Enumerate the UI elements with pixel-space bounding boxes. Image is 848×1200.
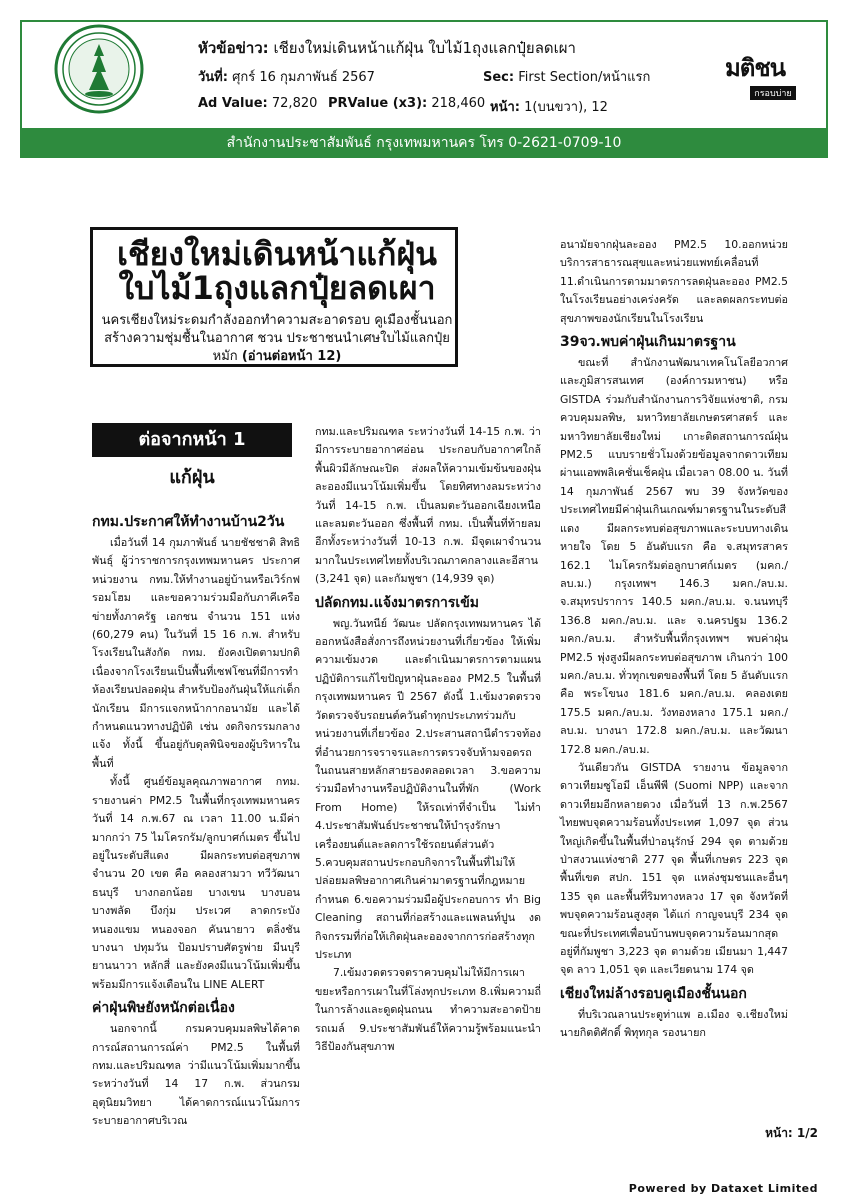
headline-subtitle — [101, 312, 453, 366]
column-1-paragraph-3: นอกจากนี้ กรมควบคุมมลพิษได้คาดการณ์สถานการณ์ค่า PM2.5 ในพื้นที่ กทม.และปริมณฑล ว่ามีแนวโน้มเพิ่มมากขึ้นระหว่างวันที่ 14 17 ก.พ. ส่วนกรมอุตุนิยมวิทยา ได้คาดการณ์แนวโน้มการระบายอากาศบริเวณ — [92, 1022, 300, 1128]
sec-value: First Section/หน้าแรก — [518, 70, 651, 85]
publication-edition: กรอบบ่าย — [750, 86, 795, 100]
pr-label: PRValue (x3): — [328, 96, 428, 111]
column-3-paragraph-3: วันเดียวกัน GISTDA รายงาน ข้อมูลจากดาวเทียมซูโอมี เอ็นพีพี (Suomi NPP) และจากดาวเทียมอีกหลายดวง เมื่อวันที่ 13 ก.พ.2567 ไทยพบจุดความร้อนทั้งประเทศ 1,097 จุด ส่วนใหญ่เกิดขึ้นในพื้นที่ป่าอนุรักษ์ 294 จุด ตามด้วยป่าสงวนแห่งชาติ 277 จุด พื้นที่เกษตร 223 จุด พื้นที่เขต สปก. 151 จุด แหล่งชุมชนและอื่นๆ 135 จุด และพื้นที่ริมทางหลวง 17 จุด จังหวัดที่พบจุดความร้อนสูงสุด ได้แก่ กาญจนบุรี 234 จุด ขณะที่ประเทศเพื่อนบ้านพบจุดความร้อนมากสุดอยู่ที่กัมพูชา 3,223 จุด ตามด้วย เมียนมา 1,447 จุด ลาว 1,051 จุด และเวียดนาม 174 จุด — [560, 760, 788, 977]
headline-label: หัวข้อข่าว: — [198, 39, 269, 57]
ad-label: Ad Value: — [198, 96, 268, 111]
column-3-paragraph-2: ขณะที่ สำนักงานพัฒนาเทคโนโลยีอวกาศและภูมิสารสนเทศ (องค์การมหาชน) หรือ GISTDA ร่วมกับสำนักงานการวิจัยแห่งชาติ, กรมควบคุมมลพิษ, มหาวิทยาลัยเกษตรศาสตร์ และมหาวิทยาลัยเชียงใหม่ เกาะติดสถานการณ์ฝุ่น PM2.5 แบบรายชั่วโมงด้วยข้อมูลจากดาวเทียมผ่านแอพพลิเคชั่นเช็คฝุ่น เมื่อเวลา 08.00 น. วันที่ 14 กุมภาพันธ์ 2567 พบ 39 จังหวัดของประเทศไทยมีค่าฝุ่นเกินเกณฑ์มาตรฐานในระดับสีแดง มีผลกระทบต่อสุขภาพและระบบทางเดินหายใจ โดย 5 อันดับแรก คือ จ.สมุทรสาคร 162.1 ไมโครกรัมต่อลูกบาศก์เมตร (มคก./ลบ.ม.) กรุงเทพฯ 146.3 มคก./ลบ.ม. จ.สมุทรปราการ 140.5 มคก./ลบ.ม. จ.นนทบุรี 136.8 มคก./ลบ.ม. และ จ.นครปฐม 136.2 มคก./ลบ.ม. สำหรับพื้นที่กรุงเทพฯ พบค่าฝุ่น PM2.5 พุ่งสูงมีผลกระทบต่อสุขภาพ เกินกว่า 100 มคก./ลบ.ม. ทั่วทุกเขตของพื้นที่ โดย 5 อันดับแรก คือ พระโขนง 181.6 มคก./ลบ.ม. คลองเตย 175.5 มคก./ลบ.ม. วังทองหลาง 175.1 มคก./ลบ.ม. บางนา 172.8 มคก./ลบ.ม. และวัฒนา 172.8 มคก./ลบ.ม. — [560, 356, 788, 756]
column-2-paragraph-3: 7.เข้มงวดตรวจตราควบคุมไม่ให้มีการเผาขยะหรือการเผาในที่โล่งทุกประเภท 8.เพิ่มความถี่ในการล้างและดูดฝุ่นถนน ทำความสะอาดป้ายรถเมล์ 9.ประชาสัมพันธ์ให้ความรู้พร้อมแนะนำวิธีป้องกันสุขภาพ — [315, 966, 541, 1053]
publication-name: มติชน — [724, 54, 786, 82]
column-1 — [92, 508, 300, 1131]
headline-value: เชียงใหม่เดินหน้าแก้ฝุ่น ใบไม้1ถุงแลกปุ๋ยลดเผา — [273, 39, 576, 57]
column-3-paragraph-4: ที่บริเวณลานประตูท่าแพ อ.เมือง จ.เชียงใหม่ นายกิตติศักดิ์ พิทุทกุล รองนายก — [560, 1007, 788, 1040]
column-3-heading-1: 39จว.พบค่าฝุ่นเกินมาตรฐาน — [560, 334, 736, 351]
pr-value: 218,460 — [431, 96, 486, 111]
sec-label: Sec: — [483, 70, 515, 85]
ad-value: 72,820 — [271, 96, 318, 111]
powered-by: Powered by Dataxet Limited — [628, 1182, 818, 1195]
column-3 — [560, 236, 788, 1043]
page-label: หน้า: — [490, 100, 520, 115]
headline-line-2: ใบไม้1ถุงแลกปุ๋ยลดเผา — [118, 269, 436, 307]
column-2-paragraph-1: กทม.และปริมณฑล ระหว่างวันที่ 14-15 ก.พ. ว่ามีการระบายอากาศอ่อน ประกอบกับอากาศใกล้พื้นผิวมีลักษณะปิด ส่งผลให้ความเข้มข้นของฝุ่นละอองมีแนวโน้มเพิ่มขึ้น โดยทิศทางลมระหว่างวันที่ 14-15 ก.พ. เป็นลมตะวันออกเฉียงเหนือ และลมตะวันออก ซึ่งพื้นที่ กทม. เป็นพื้นที่ท้ายลม อีกทั้งระหว่างวันที่ 10-13 ก.พ. มีจุดเผาจำนวนมากในประเทศไทยทั้งบริเวณภาคกลางและอีสาน (3,241 จุด) และกัมพูชา (14,939 จุด) — [315, 425, 541, 586]
column-1-heading-1: กทม.ประกาศให้ทำงานบ้าน2วัน — [92, 514, 285, 530]
continued-banner: ต่อจากหน้า 1 — [92, 423, 292, 457]
bangkok-seal-icon — [54, 24, 144, 114]
page-value: 1(บนขวา), 12 — [524, 100, 608, 115]
publication-logo — [702, 55, 808, 100]
column-1-heading-2: ค่าฝุ่นพิษยังหนักต่อเนื่อง — [92, 1000, 235, 1017]
column-2 — [315, 423, 541, 1056]
continued-title: แก้ฝุ่น — [169, 467, 215, 488]
column-1-paragraph-1: เมื่อวันที่ 14 กุมภาพันธ์ นายชัชชาติ สิทธิพันธุ์ ผู้ว่าราชการกรุงเทพมหานคร ประกาศหน่วยงาน กทม.ให้ทำงานอยู่บ้านหรือเวิร์กฟรอมโฮม และขอความร่วมมือกับภาคีเครือข่ายทั้งภาครัฐ เอกชน จำนวน 151 แห่ง (60,279 คน) ในวันที่ 15 16 ก.พ. สำหรับโรงเรียนในสังกัด กทม. ยังคงเปิดตามปกติ เนื่องจากโรงเรียนเป็นพื้นที่เซฟโซนที่มีการทำห้องเรียนปลอดฝุ่น สำหรับป้องกันฝุ่นให้แก่เด็กนักเรียน มีการแจกหน้ากากอนามัย และได้กำหนดแนวทางปฏิบัติ เช่น งดกิจกรรมกลางแจ้ง ทั้งนี้ ขึ้นอยู่กับดุลพินิจของผู้บริหารในพื้นที่ — [92, 536, 300, 770]
see-more-label: (อ่านต่อหน้า 12) — [241, 349, 342, 364]
column-1-paragraph-2: ทั้งนี้ ศูนย์ข้อมูลคุณภาพอากาศ กทม. รายงานค่า PM2.5 ในพื้นที่กรุงเทพมหานคร วันที่ 14 ก.พ.67 ณ เวลา 11.00 น.มีค่ามากกว่า 75 ไมโครกรัม/ลูกบาศก์เมตร ขึ้นไป อยู่ในระดับสีแดง มีผลกระทบต่อสุขภาพ จำนวน 20 เขต คือ คลองสามวา ทวีวัฒนา ธนบุรี บางกอกน้อย บางเขน บางบอน บางพลัด บึงกุ่ม ประเวศ ลาดกระบัง หนองแขม หนองจอก คันนายาว ตลิ่งชัน บางนา ปทุมวัน ป้อมปราบศัตรูพ่าย มีนบุรี ยานนาวา หลักสี่ และยังคงมีแนวโน้มเพิ่มขึ้น พร้อมมีการแจ้งเตือนใน LINE ALERT — [92, 775, 300, 991]
date-value: ศุกร์ 16 กุมภาพันธ์ 2567 — [232, 70, 375, 85]
page-indicator: หน้า: 1/2 — [765, 1126, 818, 1140]
column-2-heading-1: ปลัดกทม.แจ้งมาตรการเข้ม — [315, 594, 480, 611]
date-label: วันที่: — [198, 70, 228, 85]
column-3-paragraph-1: อนามัยจากฝุ่นละออง PM2.5 10.ออกหน่วยบริการสาธารณสุขและหน่วยแพทย์เคลื่อนที่ 11.ดำเนินการตามมาตรการลดฝุ่นละออง PM2.5 ในโรงเรียนอย่างเคร่งครัด และลดผลกระทบต่อสุขภาพของนักเรียนในโรงเรียน — [560, 238, 788, 325]
column-2-paragraph-2: พญ.วันทนีย์ วัฒนะ ปลัดกรุงเทพมหานคร ได้ออกหนังสือสั่งการถึงหน่วยงานที่เกี่ยวข้อง ให้เพิ่มความเข้มงวด และดำเนินมาตรการตามแผนปฏิบัติการแก้ไขปัญหาฝุ่นละออง PM2.5 ในพื้นที่กรุงเทพมหานคร ปี 2567 ดังนี้ 1.เข้มงวดตรวจวัดตรวจจับรถยนต์ควันดำทุกประเภทร่วมกับหน่วยงานที่เกี่ยวข้อง 2.ประสานสถานีตำรวจท้องที่อำนวยการจราจรและการตรวจจับห้ามจอดรถในถนนสายหลักสายรองตลอดเวลา 3.ขอความร่วมมือทำงานหรือปฏิบัติงานในที่พัก (Work From Home) ให้รถเท่าที่จำเป็น ไม่ทำ 4.ประชาสัมพันธ์ประชาชนให้บำรุงรักษาเครื่องยนต์และลดการใช้รถยนต์ส่วนตัว 5.ควบคุมสถานประกอบกิจการในพื้นที่ไม่ให้ปล่อยมลพิษอากาศเกินค่ามาตรฐานที่กฎหมายกำหนด 6.ขอความร่วมมือผู้ประกอบการ ทำ Big Cleaning สถานที่ก่อสร้างและแพลนท์ปูน งดกิจกรรมที่ก่อให้เกิดฝุ่นละอองจากการก่อสร้างทุกประเภท — [315, 616, 541, 961]
subtitle-text: นครเชียงใหม่ระดมกำลังออกทำความสะอาดรอบ คูเมืองชั้นนอก สร้างความชุ่มชื้นในอากาศ ชวน ประชาชนนำเศษใบไม้แลกปุ๋ยหมัก — [101, 313, 453, 364]
column-3-heading-2: เชียงใหม่ล้างรอบคูเมืองชั้นนอก — [560, 985, 747, 1002]
headline-box — [90, 227, 458, 367]
agency-bar: สำนักงานประชาสัมพันธ์ กรุงเทพมหานคร โทร 0-2621-0709-10 — [20, 128, 828, 158]
headline-line-1: เชียงใหม่เดินหน้าแก้ฝุ่น — [117, 235, 437, 273]
